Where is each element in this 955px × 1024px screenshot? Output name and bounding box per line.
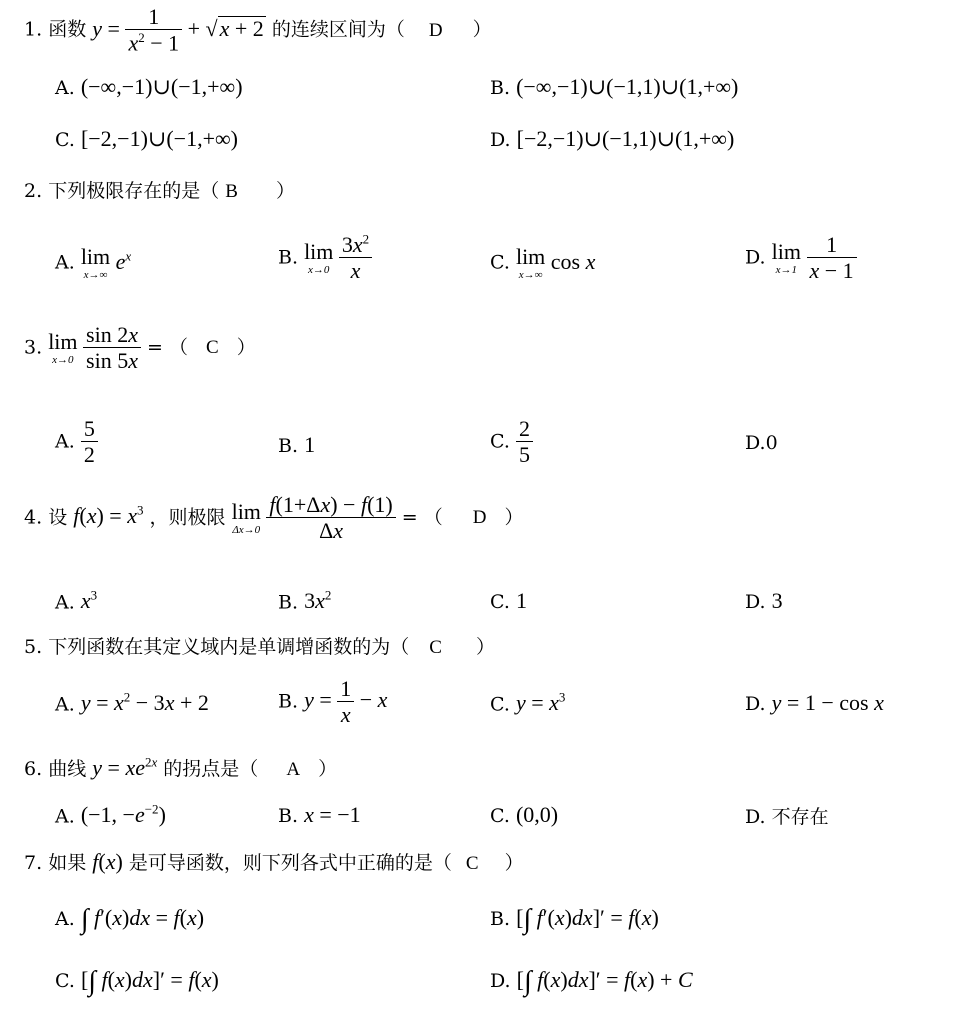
option-b: B. (−∞,−1)∪(−1,1)∪(1,+∞) [490,74,739,99]
answer: D [428,19,443,41]
question-text: 的连续区间为（ [271,18,405,41]
option-d: D.0 [745,432,778,454]
question-2: 2. 下列极限存在的是（ B ） [24,180,295,202]
option-c: C. $\frac{2}{5}$ [490,416,533,469]
answer: D [472,507,487,529]
option-b: B. x = −1 [278,802,361,827]
question-3: 3. lim x→0 $\frac{\sin 2x}{\sin 5x}$ = （ C ） [24,322,256,374]
option-a: A. $x^3$ [55,588,98,614]
option-d: D. 3 [745,588,783,613]
question-text: 函数 [48,18,87,41]
option-a: A. (−∞,−1)∪(−1,+∞) [55,74,243,99]
option-c: C. 1 [490,588,527,613]
answer: A [286,759,301,780]
option-c: C. lim x→∞ cos x [490,244,596,281]
answer: C [465,853,479,874]
option-a: A. $y = x^2 - 3x + 2$ [55,690,209,716]
option-a: A. lim x→∞ $e^x$ [55,244,132,281]
option-a: A. ∫ f′(x)dx = f(x) [55,904,205,935]
option-b: B. $3x^2$ [278,588,332,614]
question-6: 6. 曲线 $y = xe^{2x}$ 的拐点是（ A ） [24,754,338,780]
option-d: D. y = 1 − cos x [745,690,884,715]
option-c: C. $y = x^3$ [490,690,566,716]
question-number: 1. [24,18,43,41]
answer: B [225,181,238,202]
option-a: A. (−1, $-e^{-2}$) [55,802,166,828]
answer: C [206,337,219,359]
option-b: B. y = $\frac{1}{x}$ − x [278,676,388,728]
option-b: B. [∫ f′(x)dx]′ = f(x) [490,904,659,935]
option-c: C. (0,0) [490,802,559,827]
question-5: 5. 下列函数在其定义域内是单调增函数的为（ C ） [24,636,495,658]
option-d: D. lim x→1 $\frac{1}{x - 1}$ [745,232,857,285]
option-a: A. $\frac{5}{2}$ [55,416,98,469]
option-b: B. lim x→0 $\frac{3x^2}{x}$ [278,232,372,285]
option-b: B. 1 [278,432,316,457]
question-7: 7. 如果 f(x) 是可导函数，则下列各式中正确的是（ C ） [24,849,524,874]
question-4: 4. 设 $f(x) = x^3$ ，则极限 lim Δx→0 $\frac{f(1+\Delta x) - f(1)}{\Delta x}$ = （ D ） [24,492,524,544]
formula: y = $\frac{1}{x^2 - 1}$ + √x + 2 [92,4,264,56]
option-d: D. [−2,−1)∪(−1,1)∪(1,+∞) [490,126,735,151]
option-d: D. 不存在 [745,806,829,828]
answer: C [429,637,442,658]
option-c: C. [−2,−1)∪(−1,+∞) [55,126,239,151]
option-c: C. [∫ f(x)dx]′ = f(x) [55,966,219,997]
question-1: 1. 函数 y = $\frac{1}{x^2 - 1}$ + √x + 2 的连续区间为（ D ） [24,4,492,56]
option-d: D. [∫ f(x)dx]′ = f(x) + C [490,966,693,997]
